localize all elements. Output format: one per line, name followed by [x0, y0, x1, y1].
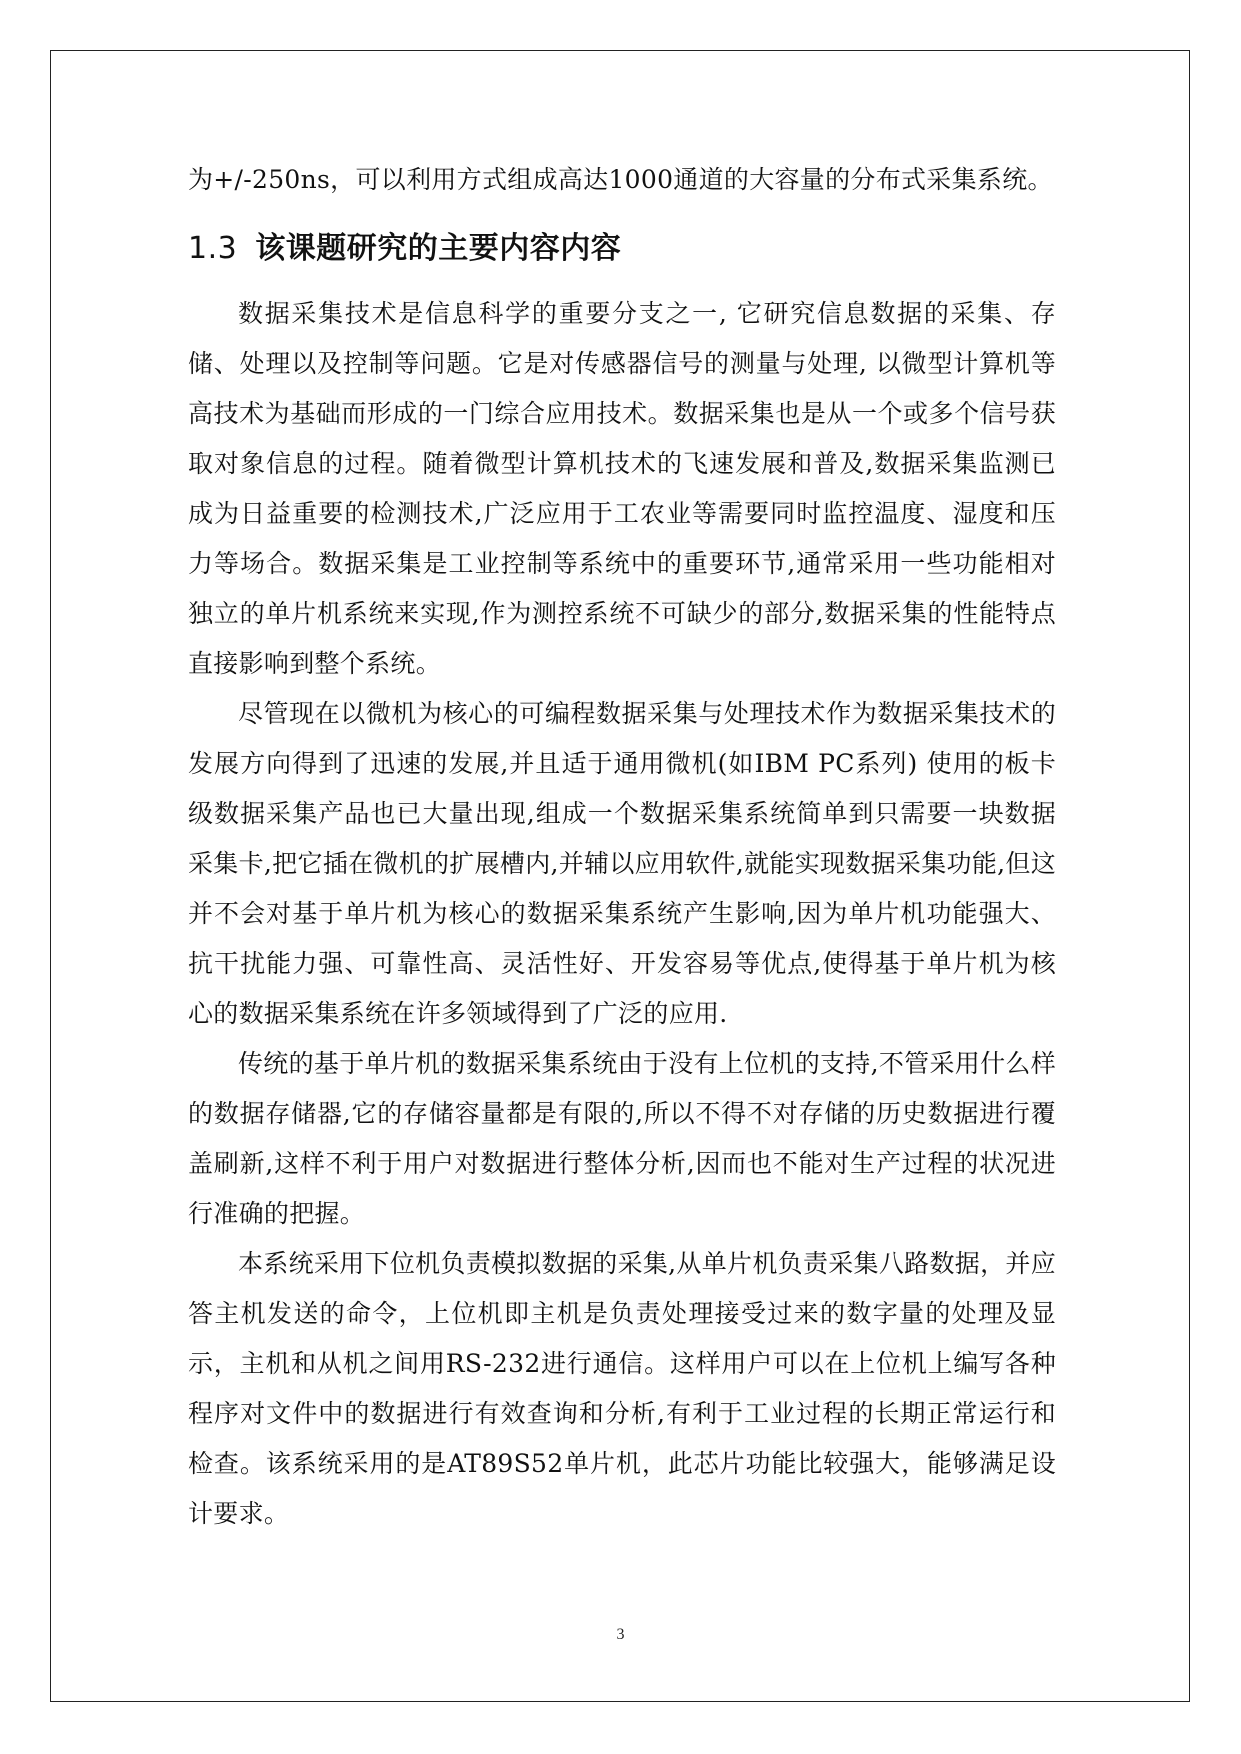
page-number: 3: [616, 1626, 625, 1643]
paragraph-3: 传统的基于单片机的数据采集系统由于没有上位机的支持,不管采用什么样的数据存储器,它的存储容量都是有限的,所以不得不对存储的历史数据进行覆盖刷新,这样不利于用户对数据进行整体分析,因而也不能对生产过程的状况进行准确的把握。: [188, 1049, 1056, 1228]
continuation-paragraph: 为+/-250ns，可以利用方式组成高达1000通道的大容量的分布式采集系统。: [188, 165, 1053, 194]
section-number: 1.3: [188, 231, 238, 266]
paragraph-4: 本系统采用下位机负责模拟数据的采集,从单片机负责采集八路数据，并应答主机发送的命令，上位机即主机是负责处理接受过来的数字量的处理及显示，主机和从机之间用RS-232进行通信。这样用户可以在上位机上编写各种程序对文件中的数据进行有效查询和分析,有利于工业过程的长期正常运行和检查。该系统采用的是AT89S52单片机，此芯片功能比较强大，能够满足设计要求。: [188, 1249, 1056, 1528]
paragraph-1: 数据采集技术是信息科学的重要分支之一, 它研究信息数据的采集、存储、处理以及控制等问题。它是对传感器信号的测量与处理, 以微型计算机等高技术为基础而形成的一门综合应用技术。数据采集也是从一个或多个信号获取对象信息的过程。随着微型计算机技术的飞速发展和普及,数据采集监测已成为日益重要的检测技术,广泛应用于工农业等需要同时监控温度、湿度和压力等场合。数据采集是工业控制等系统中的重要环节,通常采用一些功能相对独立的单片机系统来实现,作为测控系统不可缺少的部分,数据采集的性能特点直接影响到整个系统。: [188, 299, 1056, 678]
document-body: [188, 155, 1056, 1539]
section-title: 该课题研究的主要内容内容: [255, 231, 622, 266]
section-heading: [188, 227, 1056, 271]
paragraph-2: 尽管现在以微机为核心的可编程数据采集与处理技术作为数据采集技术的发展方向得到了迅速的发展,并且适于通用微机(如IBM PC系列) 使用的板卡级数据采集产品也已大量出现,组成一个数据采集系统简单到只需要一块数据采集卡,把它插在微机的扩展槽内,并辅以应用软件,就能实现数据采集功能,但这并不会对基于单片机为核心的数据采集系统产生影响,因为单片机功能强大、抗干扰能力强、可靠性高、灵活性好、开发容易等优点,使得基于单片机为核心的数据采集系统在许多领域得到了广泛的应用.: [188, 699, 1056, 1028]
